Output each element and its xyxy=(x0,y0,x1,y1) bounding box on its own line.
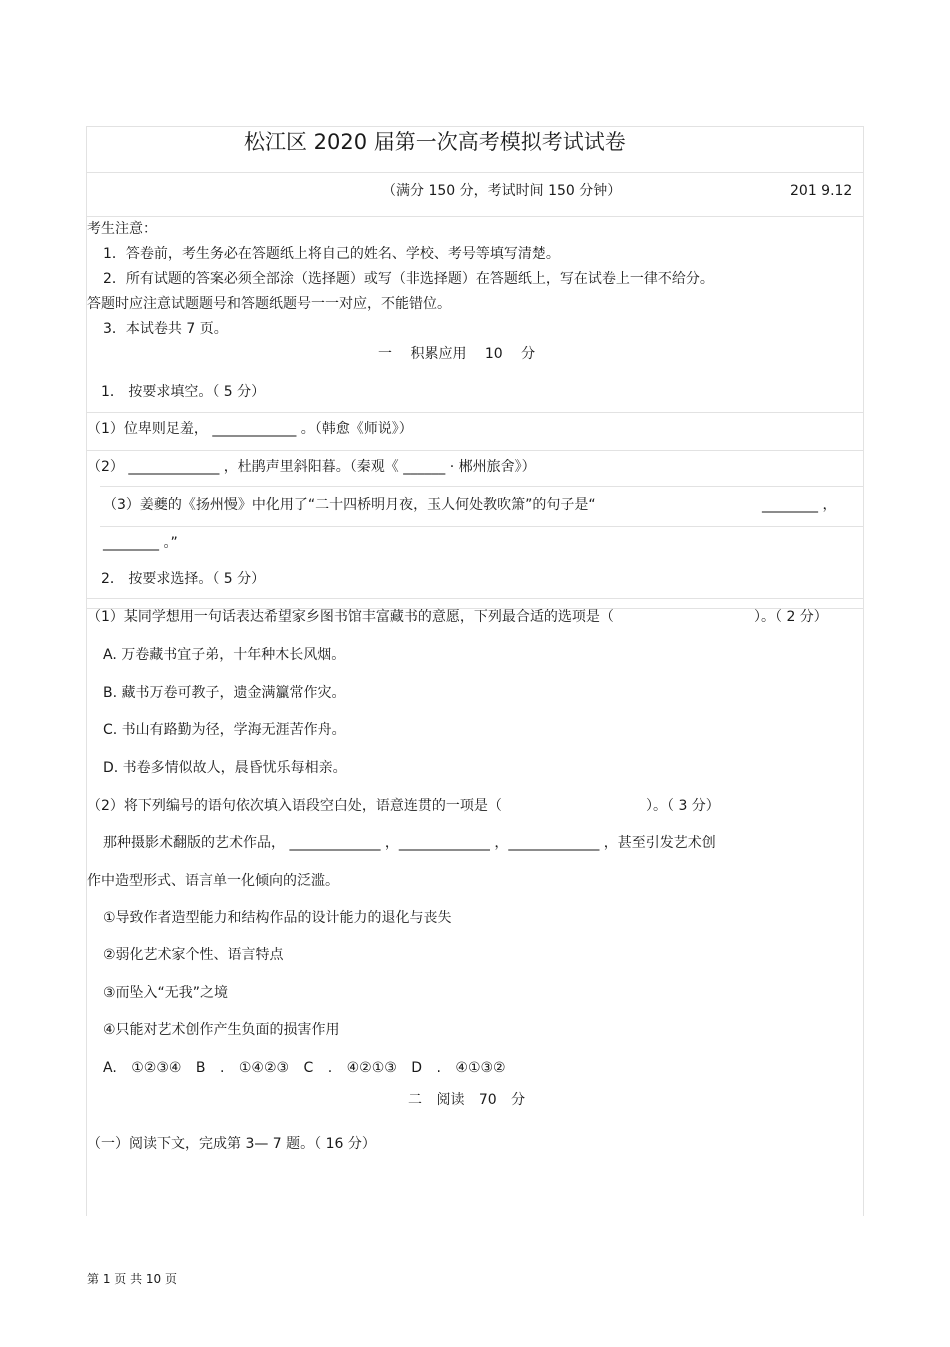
q2-option-d: D. 书卷多情似故人，晨昏忧乐每相亲。 xyxy=(103,760,347,776)
q1-divider xyxy=(86,412,864,413)
q2-sentence-4: ④只能对艺术创作产生负面的损害作用 xyxy=(103,1022,340,1038)
header-divider xyxy=(86,172,864,173)
q2-passage: 那种摄影术翻版的艺术作品， _____________ ，_____________ ，_____________ ，甚至引发艺术创 xyxy=(103,835,716,851)
q2-divider xyxy=(86,598,864,599)
notice-heading: 考生注意： xyxy=(87,221,157,237)
section-1-title: 一 积累应用 10 分 xyxy=(378,346,536,362)
frame-right-line xyxy=(863,126,864,1216)
q2-part-2-end: ）。（ 3 分） xyxy=(646,798,720,814)
q1-divider-2 xyxy=(86,450,864,451)
q1-divider-3 xyxy=(100,486,864,487)
q1-part-3-blank: ________ ， xyxy=(762,497,837,513)
header-divider-2 xyxy=(86,216,864,217)
q2-option-b: B. 藏书万卷可教子，遗金满籯常作灾。 xyxy=(103,685,346,701)
exam-info: （满分 150 分，考试时间 150 分钟） xyxy=(382,183,622,199)
q2-part-1-end: ）。（ 2 分） xyxy=(754,609,828,625)
q1-part-1: （1）位卑则足羞， ____________ 。（韩愈《师说》） xyxy=(87,421,413,437)
q2-sentence-3: ③而坠入“无我”之境 xyxy=(103,985,229,1001)
q2-passage-cont: 作中造型形式、语言单一化倾向的泛滥。 xyxy=(87,873,339,889)
q1-part-3-cont: ________ 。” xyxy=(103,535,178,551)
page-title: 松江区 2020 届第一次高考模拟考试试卷 xyxy=(244,130,626,154)
q2-option-c: C. 书山有路勤为径，学海无涯苦作舟。 xyxy=(103,722,346,738)
frame-top-line xyxy=(86,126,864,127)
q2-stem: 2． 按要求选择。（ 5 分） xyxy=(101,571,266,587)
q1-stem: 1． 按要求填空。（ 5 分） xyxy=(101,384,266,400)
q1-part-2: （2） _____________ ，杜鹃声里斜阳暮。（秦观《 ______ · 郴州旅舍》） xyxy=(87,459,536,475)
reading-intro: （一）阅读下文，完成第 3— 7 题。（ 16 分） xyxy=(87,1136,376,1152)
notice-item-2: 2．所有试题的答案必须全部涂（选择题）或写（非选择题）在答题纸上，写在试卷上一律不给分。 xyxy=(103,271,714,287)
notice-item-1: 1．答卷前，考生务必在答题纸上将自己的姓名、学校、考号等填写清楚。 xyxy=(103,246,560,262)
q2-part-1: （1）某同学想用一句话表达希望家乡图书馆丰富藏书的意愿，下列最合适的选项是（ xyxy=(87,609,614,625)
q2-sentence-1: ①导致作者造型能力和结构作品的设计能力的退化与丧失 xyxy=(103,910,452,926)
q2-choices: A. ①②③④ B . ①④②③ C . ④②①③ D . ④①③② xyxy=(103,1060,506,1076)
q1-part-3: （3）姜夔的《扬州慢》中化用了“二十四桥明月夜，玉人何处教吹箫”的句子是“ xyxy=(103,497,596,513)
page-footer: 第 1 页 共 10 页 xyxy=(87,1272,177,1286)
exam-date: 201 9.12 xyxy=(790,183,853,199)
notice-item-3: 3．本试卷共 7 页。 xyxy=(103,321,228,337)
q2-option-a: A. 万卷藏书宜子弟，十年种木长风烟。 xyxy=(103,647,346,663)
notice-item-2-cont: 答题时应注意试题题号和答题纸题号一一对应，不能错位。 xyxy=(87,296,451,312)
q2-sentence-2: ②弱化艺术家个性、语言特点 xyxy=(103,947,284,963)
q2-part-2: （2）将下列编号的语句依次填入语段空白处，语意连贯的一项是（ xyxy=(87,798,502,814)
section-2-title: 二 阅读 70 分 xyxy=(408,1092,526,1108)
q1-divider-4 xyxy=(100,526,864,527)
frame-left-line xyxy=(86,126,87,1216)
